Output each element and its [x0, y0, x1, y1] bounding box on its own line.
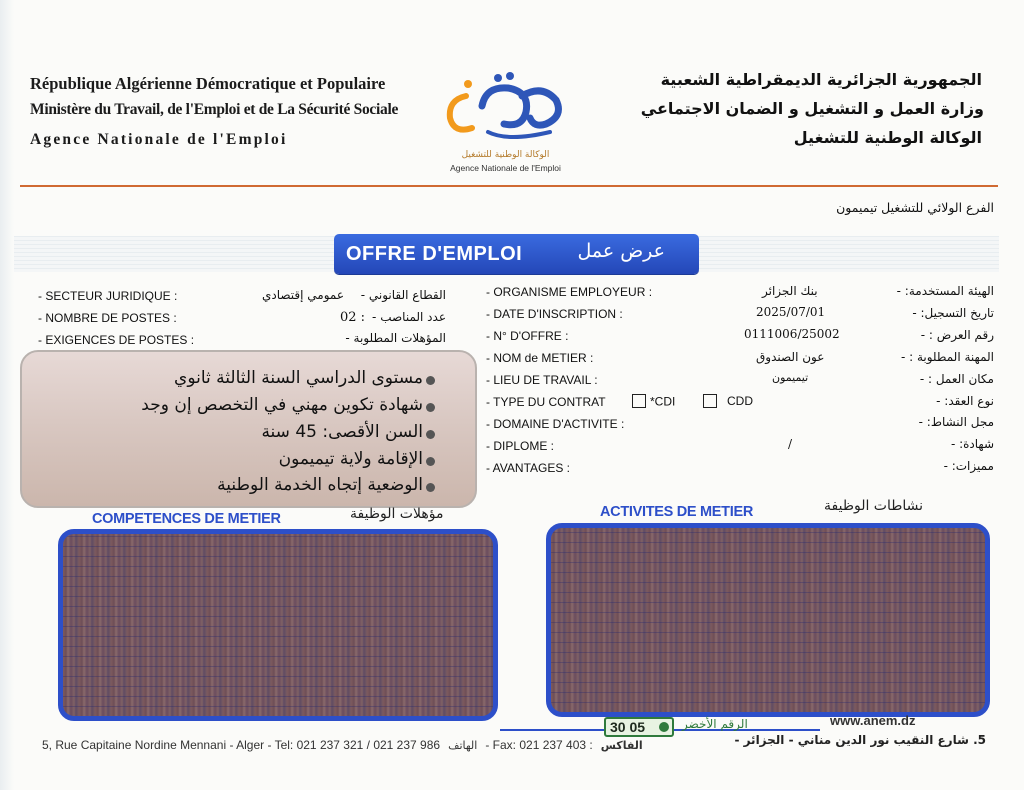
field-contrat-label: - TYPE DU CONTRAT	[486, 395, 606, 409]
bullet-icon	[426, 376, 435, 385]
field-offre-label: - N° D'OFFRE :	[486, 329, 569, 343]
field-offre-ar: رقم العرض : -	[920, 328, 994, 342]
field-secteur-value: عمومي إقتصادي	[262, 288, 345, 302]
field-lieu-label: - LIEU DE TRAVAIL :	[486, 373, 598, 387]
field-avantages-label: - AVANTAGES :	[486, 461, 571, 475]
bullet-icon	[426, 457, 435, 466]
cdi-label: *CDI	[650, 394, 676, 409]
contract-cdi[interactable]	[632, 392, 675, 410]
field-diplome-ar: شهادة: -	[950, 437, 994, 451]
requirements-box	[20, 350, 477, 508]
requirement-item	[35, 422, 475, 446]
competences-title-ar: مؤهلات الوظيفة	[350, 506, 444, 522]
anem-logo-mark	[438, 66, 573, 148]
branch-name: الفرع الولائي للتشغيل تيميمون	[836, 200, 994, 215]
field-metier-ar: المهنة المطلوبة : -	[900, 350, 994, 364]
logo-fr-text: Agence Nationale de l'Emploi	[450, 163, 561, 173]
field-domaine-ar: مجل النشاط: -	[918, 415, 994, 429]
field-postes-label: - NOMBRE DE POSTES :	[38, 311, 177, 325]
field-domaine-label: - DOMAINE D'ACTIVITE :	[486, 417, 625, 431]
green-number-value: 30 05	[610, 719, 646, 735]
competences-title-fr: COMPETENCES DE METIER	[92, 511, 281, 527]
requirement-item	[35, 449, 475, 473]
field-exigences-ar: المؤهلات المطلوبة -	[345, 331, 446, 345]
field-lieu-value: تيميمون	[772, 371, 809, 384]
bullet-icon	[426, 403, 435, 412]
requirement-text: شهادة تكوين مهني في التخصص إن وجد	[141, 395, 423, 415]
contract-cdd[interactable]	[703, 392, 753, 410]
competences-panel	[58, 529, 498, 721]
banner-title-fr: OFFRE D'EMPLOI	[346, 243, 523, 265]
logo-ar-text: الوكالة الوطنية للتشغيل	[461, 150, 550, 160]
banner-title-ar: عرض عمل	[577, 240, 665, 262]
green-number-label: الرقم الأخضر	[682, 717, 748, 731]
requirement-item	[35, 475, 475, 499]
field-metier-value: عون الصندوق	[756, 350, 825, 364]
field-avantages-ar: مميزات: -	[943, 459, 994, 473]
field-postes-ar: عدد المناصب -	[372, 310, 446, 324]
field-lieu-ar: مكان العمل : -	[919, 372, 994, 386]
field-secteur-label: - SECTEUR JURIDIQUE :	[38, 289, 178, 303]
bullet-icon	[426, 430, 435, 439]
field-date-label: - DATE D'INSCRIPTION :	[486, 307, 623, 321]
activites-panel	[546, 523, 990, 717]
field-metier-label: - NOM de METIER :	[486, 351, 594, 365]
footer-address-fr: 5, Rue Capitaine Nordine Mennani - Alger - Tel: 021 237 321 / 021 237 986	[42, 738, 441, 752]
activites-title-fr: ACTIVITES DE METIER	[600, 504, 754, 520]
phone-icon	[659, 722, 669, 732]
cdd-label: CDD	[727, 394, 753, 409]
field-date-value: 2025/07/01	[756, 305, 826, 319]
field-diplome-value: /	[788, 437, 793, 451]
field-contrat-ar: نوع العقد: -	[936, 394, 994, 408]
field-offre-value: 0111006/25002	[744, 327, 840, 341]
footer-tel-ar: الهاتف	[448, 739, 478, 752]
header-ar-line2: وزارة العمل و التشغيل و الضمان الاجتماعي	[640, 99, 984, 118]
website[interactable]: www.anem.dz	[830, 713, 916, 728]
field-organisme-label: - ORGANISME EMPLOYEUR :	[486, 285, 653, 299]
field-organisme-value: بنك الجزائر	[762, 284, 818, 298]
header-ar-line3: الوكالة الوطنية للتشغيل	[793, 128, 982, 147]
field-exigences-label: - EXIGENCES DE POSTES :	[38, 333, 195, 347]
header-fr-line3: Agence Nationale de l'Emploi	[30, 131, 288, 148]
footer-fax-ar: الفاكس	[600, 739, 643, 752]
header-fr-line2: Ministère du Travail, de l'Emploi et de La Sécurité Sociale	[30, 101, 399, 118]
requirement-text: السن الأقصى: 45 سنة	[261, 422, 423, 442]
header-ar-line1: الجمهورية الجزائرية الديمقراطية الشعبية	[660, 70, 982, 89]
activites-title-ar: نشاطات الوظيفة	[824, 498, 924, 514]
header-fr-line1: République Algérienne Démocratique et Populaire	[30, 74, 386, 93]
requirement-text: الوضعية إتجاه الخدمة الوطنية	[217, 475, 423, 495]
field-date-ar: تاريخ التسجيل: -	[912, 306, 994, 320]
offre-banner	[334, 234, 699, 274]
requirement-text: مستوى الدراسي السنة الثالثة ثانوي	[174, 368, 423, 388]
cdd-checkbox[interactable]	[703, 394, 717, 408]
anem-logo	[438, 66, 573, 176]
requirement-item	[35, 395, 475, 419]
requirement-text: الإقامة ولاية تيميمون	[278, 449, 423, 469]
footer-address-ar: 5. شارع النقيب نور الدين مناني - الجزائر -	[734, 733, 986, 747]
field-secteur-ar: القطاع القانوني -	[360, 288, 446, 302]
cdi-checkbox[interactable]	[632, 394, 646, 408]
field-diplome-label: - DIPLOME :	[486, 439, 555, 453]
green-number-badge	[604, 717, 674, 737]
scan-edge-left	[0, 0, 14, 790]
field-organisme-ar: الهيئة المستخدمة: -	[896, 284, 994, 298]
field-postes-value: 02 :	[340, 310, 366, 325]
footer-fax: - Fax: 021 237 403 :	[485, 738, 593, 752]
bullet-icon	[426, 483, 435, 492]
header-divider	[20, 185, 998, 187]
requirement-item	[35, 368, 475, 392]
